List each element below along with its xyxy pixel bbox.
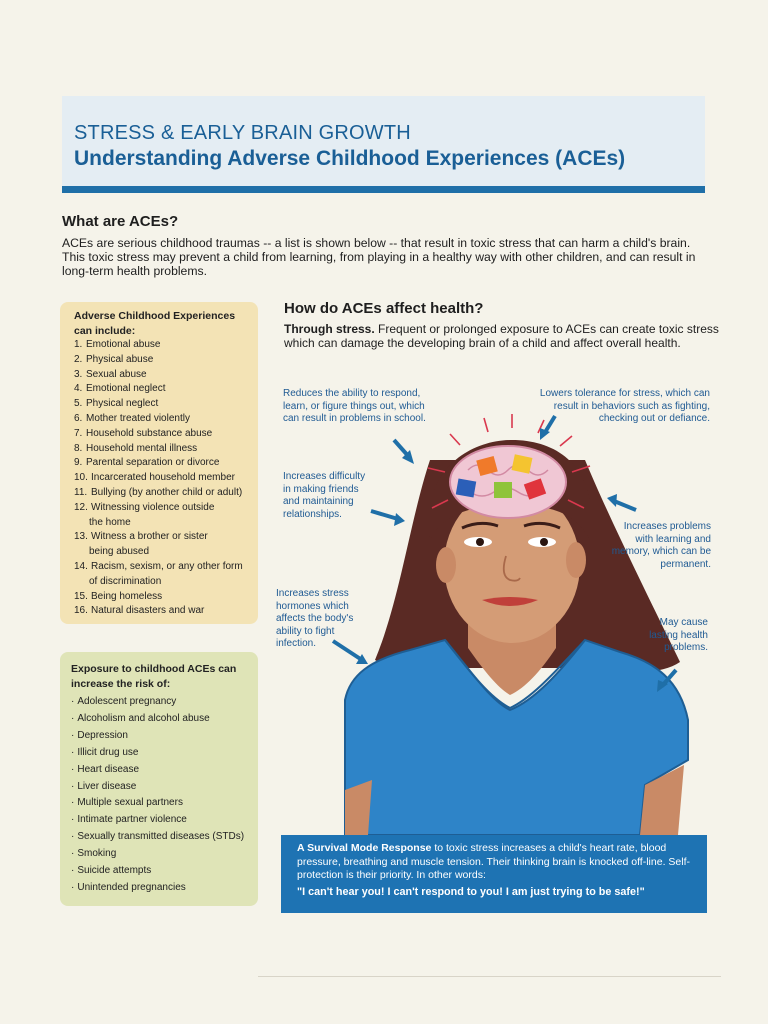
bullet-icon: ·: [71, 729, 75, 741]
callout-memory-line: with learning and: [635, 533, 711, 545]
how-text: Frequent or prolonged exposure to ACEs can create toxic stress which can damage the developing brain of a child and affect overall health.: [284, 322, 719, 350]
callout-lowers: [500, 388, 710, 426]
aces-item-text: Parental separation or divorce: [86, 457, 220, 469]
bullet-icon: ·: [71, 712, 75, 724]
bullet-icon: ·: [71, 831, 75, 843]
how-lead: Through stress.: [284, 322, 375, 336]
callout-memory: [590, 521, 711, 571]
callout-reduces: [283, 388, 426, 426]
callout-friends-line: and maintaining: [283, 496, 354, 508]
survival-quote: "I can't hear you! I can't respond to you! I am just trying to be safe!": [297, 886, 645, 898]
risk-item-text: Smoking: [77, 848, 117, 860]
bullet-icon: ·: [71, 763, 75, 775]
aces-item-text: Physical neglect: [86, 398, 159, 410]
survival-body: to toxic stress increases a child's heart rate, blood pressure, breathing and muscle tension. Their thinking brain is knocked off-line. Self-protection is their priority. In other words:: [297, 842, 690, 881]
callout-lasting: [620, 617, 708, 655]
aces-item-number: 8.: [74, 442, 83, 454]
bottom-divider: [258, 976, 721, 977]
callout-lasting-line: lasting health: [649, 629, 708, 641]
bullet-icon: ·: [71, 797, 75, 809]
what-heading: What are ACEs?: [62, 213, 179, 230]
arrow-friends: [371, 511, 398, 519]
callout-hormones-line: affects the body's: [276, 613, 354, 625]
bullet-icon: ·: [71, 848, 75, 860]
bullet-icon: ·: [71, 696, 75, 707]
aces-item-text: Household substance abuse: [86, 427, 213, 439]
bullet-icon: ·: [71, 746, 75, 758]
aces-item-number: 9.: [74, 457, 83, 469]
callout-hormones-line: infection.: [276, 638, 317, 650]
arrow-memory: [614, 501, 636, 510]
aces-item-number: 3.: [74, 368, 83, 380]
left-pupil: [476, 538, 484, 546]
callout-lowers-line: Lowers tolerance for stress, which can: [539, 388, 710, 399]
bullet-icon: ·: [71, 780, 75, 792]
callout-hormones-line: hormones which: [276, 600, 349, 612]
aces-item-text: Bullying (by another child or adult): [91, 486, 243, 498]
aces-item-text: Sexual abuse: [86, 368, 147, 380]
aces-item-text: Racism, sexism, or any other form: [91, 560, 243, 572]
callout-lasting-line: May cause: [659, 617, 708, 628]
page-title: Understanding Adverse Childhood Experiences (ACEs): [74, 147, 626, 170]
aces-item-text: Being homeless: [91, 590, 163, 602]
aces-item-text: Natural disasters and war: [91, 605, 205, 617]
callout-memory-line: memory, which can be: [611, 546, 711, 558]
aces-item-text: being abused: [89, 546, 150, 558]
aces-item-number: 13.: [74, 531, 88, 543]
right-ear: [566, 542, 586, 578]
callout-friends-line: Increases difficulty: [283, 471, 366, 482]
risk-item-text: Unintended pregnancies: [77, 881, 186, 893]
risk-item-text: Heart disease: [77, 763, 140, 775]
left-ear: [436, 547, 456, 583]
callout-lasting-line: problems.: [664, 642, 708, 654]
survival-mode-box: [281, 835, 707, 913]
callout-lowers-line: checking out or defiance.: [598, 413, 710, 425]
aces-item-text: the home: [89, 516, 131, 528]
callout-friends: [283, 471, 365, 521]
risk-item-text: Illicit drug use: [77, 746, 139, 758]
survival-lead: A Survival Mode Response: [297, 842, 432, 854]
aces-item-number: 7.: [74, 427, 83, 439]
risk-item-text: Multiple sexual partners: [77, 797, 183, 809]
aces-item-number: 15.: [74, 590, 88, 602]
aces-item-text: Witnessing violence outside: [91, 501, 215, 513]
aces-item-text: Mother treated violently: [86, 412, 190, 424]
aces-item-number: 10.: [74, 472, 88, 484]
aces-item-number: 11.: [74, 486, 88, 498]
callout-reduces-line: learn, or figure things out, which: [283, 400, 425, 412]
risk-item-text: Intimate partner violence: [77, 814, 187, 826]
aces-item-number: 6.: [74, 412, 83, 424]
aces-box-heading-line-1: Adverse Childhood Experiences: [74, 310, 236, 322]
puzzle-green: [494, 482, 512, 498]
callout-hormones: [276, 588, 353, 651]
risk-item-text: Sexually transmitted diseases (STDs): [77, 831, 245, 843]
aces-item-number: 4.: [74, 383, 83, 395]
puzzle-blue: [456, 479, 477, 498]
aces-item-text: Emotional neglect: [86, 383, 166, 395]
callout-memory-line: permanent.: [660, 558, 711, 570]
risk-box-heading-line-2: increase the risk of:: [71, 678, 171, 690]
aces-item-text: Household mental illness: [86, 442, 198, 454]
aces-item-number: 16.: [74, 605, 88, 617]
callout-lowers-line: result in behaviors such as fighting,: [553, 400, 710, 412]
bullet-icon: ·: [71, 814, 75, 826]
callout-friends-line: in making friends: [283, 483, 359, 495]
bullet-icon: ·: [71, 881, 75, 893]
aces-item-number: 2.: [74, 353, 83, 365]
aces-item-number: 5.: [74, 398, 83, 410]
aces-item-text: Witness a brother or sister: [91, 531, 208, 543]
callout-reduces-line: can result in problems in school.: [283, 413, 426, 425]
aces-item-number: 14.: [74, 560, 88, 572]
callout-hormones-line: ability to fight: [276, 625, 335, 637]
risk-item-text: Adolescent pregnancy: [77, 696, 177, 707]
aces-item-text: of discrimination: [89, 575, 162, 587]
aces-item-number: 12.: [74, 501, 88, 513]
aces-item-text: Physical abuse: [86, 353, 154, 365]
callout-friends-line: relationships.: [283, 508, 342, 520]
what-body: ACEs are serious childhood traumas -- a list is shown below -- that result in toxic stress that can harm a child's brain. This toxic stress may prevent a child from learning, from playing in a healthy way with other children, and can result in long-term health problems.: [62, 236, 696, 278]
right-pupil: [540, 538, 548, 546]
header-kicker: STRESS & EARLY BRAIN GROWTH: [74, 122, 411, 144]
risk-item-text: Depression: [77, 729, 128, 741]
aces-item-text: Emotional abuse: [86, 339, 161, 350]
callout-memory-line: Increases problems: [623, 521, 711, 532]
bullet-icon: ·: [71, 865, 75, 877]
callout-hormones-line: Increases stress: [276, 588, 349, 599]
callout-reduces-line: Reduces the ability to respond,: [283, 388, 421, 399]
survival-text: [297, 842, 697, 883]
risk-item-text: Liver disease: [77, 780, 137, 792]
risk-item-text: Alcoholism and alcohol abuse: [77, 712, 210, 724]
risk-item-text: Suicide attempts: [77, 865, 152, 877]
aces-item-number: 1.: [74, 339, 83, 350]
aces-box-heading-line-2: can include:: [74, 325, 136, 337]
aces-item-text: Incarcerated household member: [91, 472, 235, 484]
how-heading: How do ACEs affect health?: [284, 300, 484, 317]
risk-box-heading-line-1: Exposure to childhood ACEs can: [71, 663, 237, 675]
